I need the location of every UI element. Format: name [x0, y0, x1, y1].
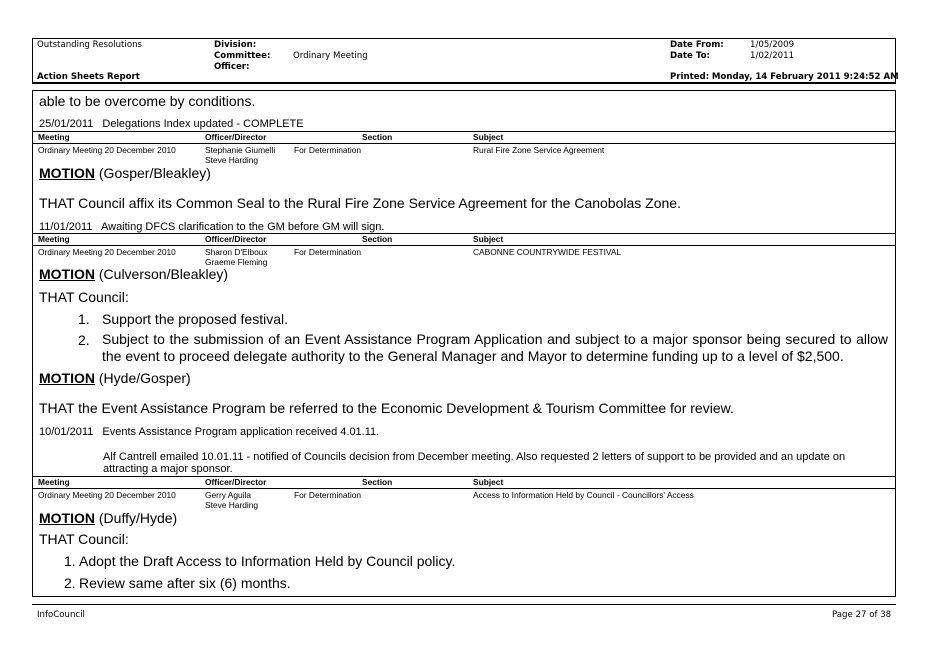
motion-label: MOTION: [39, 510, 95, 526]
committee-label: Committee:: [214, 51, 271, 61]
resolution-text: THAT Council affix its Common Seal to the Rural Fire Zone Service Agreement for the Canobolas Zone.: [39, 195, 681, 211]
division-label: Division:: [214, 40, 257, 50]
meta-header-section: Section: [362, 132, 393, 142]
committee-value: Ordinary Meeting: [293, 51, 368, 61]
printed-value: Monday, 14 February 2011 9:24:52 AM: [711, 72, 899, 82]
item-subject: Rural Fire Zone Service Agreement: [473, 145, 605, 155]
note-text: Awaiting DFCS clarification to the GM before GM will sign.: [100, 221, 385, 233]
meta-rule: [33, 143, 895, 144]
note-text: Events Assistance Program application received 4.01.11.: [102, 426, 380, 438]
item-officer: Sharon D'Elboux: [205, 247, 268, 257]
that-council: THAT Council:: [39, 531, 129, 547]
meta-header-meeting: Meeting: [38, 234, 70, 244]
item-officer: Steve Harding: [205, 155, 259, 165]
note-date: 10/01/2011: [39, 426, 94, 438]
meta-header-officer: Officer/Director: [205, 477, 267, 487]
resolution-text: THAT the Event Assistance Program be referred to the Economic Development & Tourism Committee for review.: [39, 400, 734, 416]
item-section: For Determination: [294, 247, 362, 257]
note-text: Alf Cantrell emailed 10.01.11 - notified of Councils decision from December meeting. Also requested 2 letters of support to be provided and an update on: [103, 451, 846, 463]
header-divider: [32, 82, 896, 84]
note-text: Delegations Index updated - COMPLETE: [102, 118, 304, 130]
point-number: 2.: [78, 332, 90, 348]
note-entry: [39, 118, 304, 131]
motion-label: MOTION: [39, 370, 95, 386]
date-to-value: 1/02/2011: [750, 51, 795, 61]
that-council: THAT Council:: [39, 289, 129, 305]
item-meeting: Ordinary Meeting 20 December 2010: [38, 145, 176, 155]
motion-movers: (Duffy/Hyde): [98, 510, 178, 526]
note-text: attracting a major sponsor.: [103, 463, 233, 475]
item-officer: Graeme Fleming: [205, 257, 268, 267]
motion-label: MOTION: [39, 266, 95, 282]
motion-line: [39, 266, 228, 282]
meta-header-subject: Subject: [473, 477, 504, 487]
item-meeting: Ordinary Meeting 20 December 2010: [38, 490, 176, 500]
printed-label: Printed:: [670, 72, 710, 82]
item-officer: Gerry Aguila: [205, 490, 252, 500]
meta-rule: [33, 476, 895, 477]
note-date: 25/01/2011: [39, 118, 94, 130]
point-number: 2.: [64, 575, 76, 591]
motion-line: [39, 165, 211, 181]
motion-movers: (Hyde/Gosper): [98, 370, 191, 386]
meta-header-officer: Officer/Director: [205, 234, 267, 244]
footer-divider: [32, 604, 896, 605]
date-from-value: 1/05/2009: [750, 40, 795, 50]
footer-app-name: InfoCouncil: [37, 610, 85, 620]
item-section: For Determination: [294, 145, 362, 155]
point-text: Review same after six (6) months.: [79, 575, 291, 591]
item-section: For Determination: [294, 490, 362, 500]
continued-text: able to be overcome by conditions.: [39, 93, 256, 109]
item-officer: Steve Harding: [205, 500, 259, 510]
printed-stamp: [670, 72, 899, 82]
meta-header-meeting: Meeting: [38, 477, 70, 487]
meta-header-officer: Officer/Director: [205, 132, 267, 142]
meta-header-section: Section: [362, 477, 393, 487]
motion-line: [39, 370, 191, 386]
item-meeting: Ordinary Meeting 20 December 2010: [38, 247, 176, 257]
point-text: Subject to the submission of an Event Assistance Program Application and subject to a major sponsor being secured to allow the event to proceed delegate authority to the General Manager and Mayor to determine funding up to a level of $2,500.: [102, 331, 888, 364]
meta-rule: [33, 245, 895, 246]
meta-header-section: Section: [362, 234, 393, 244]
item-subject: Access to Information Held by Council - Councillors' Access: [473, 490, 694, 500]
date-from-label: Date From:: [670, 40, 724, 50]
date-to-label: Date To:: [670, 51, 710, 61]
point-number: 1.: [78, 311, 90, 327]
meta-rule: [33, 131, 895, 132]
report-name: Outstanding Resolutions: [37, 40, 142, 50]
report-type: Action Sheets Report: [37, 72, 140, 82]
motion-movers: (Culverson/Bleakley): [98, 266, 229, 282]
meta-rule: [33, 488, 895, 489]
officer-label: Officer:: [214, 62, 250, 72]
page-number: Page 27 of 38: [832, 610, 892, 620]
meta-header-meeting: Meeting: [38, 132, 70, 142]
motion-line: [39, 510, 177, 526]
item-subject: CABONNE COUNTRYWIDE FESTIVAL: [473, 247, 622, 257]
meta-rule: [33, 233, 895, 234]
note-entry: [39, 426, 379, 439]
point-text: Adopt the Draft Access to Information Held by Council policy.: [79, 553, 456, 569]
meta-header-subject: Subject: [473, 132, 504, 142]
item-officer: Stephanie Giumelli: [205, 145, 276, 155]
meta-header-subject: Subject: [473, 234, 504, 244]
motion-label: MOTION: [39, 165, 95, 181]
motion-movers: (Gosper/Bleakley): [98, 165, 211, 181]
point-text: Support the proposed festival.: [102, 311, 289, 327]
point-number: 1.: [64, 553, 76, 569]
note-date: 11/01/2011: [39, 221, 93, 233]
